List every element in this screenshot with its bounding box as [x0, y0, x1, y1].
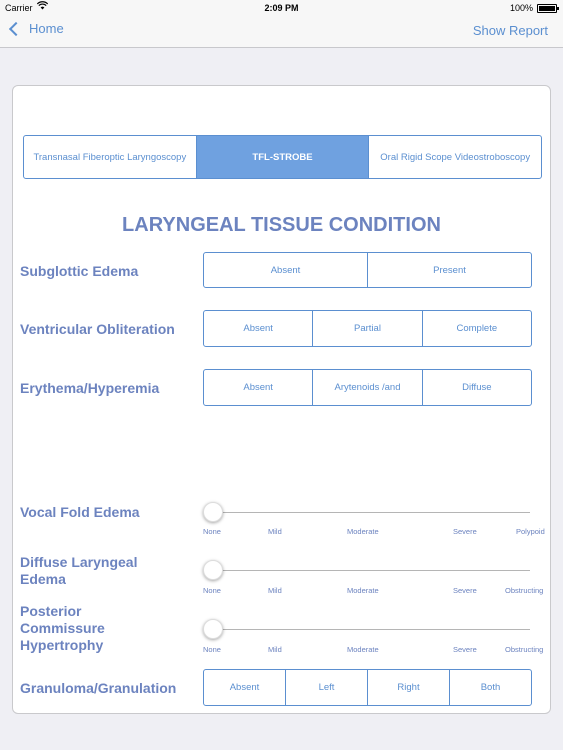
erythema-arytenoids-option[interactable]: Arytenoids /and	[312, 370, 421, 405]
label-line: Hypertrophy	[20, 637, 104, 653]
granuloma-both-option[interactable]: Both	[449, 670, 531, 705]
tick-label: Severe	[453, 645, 477, 654]
section-title: LARYNGEAL TISSUE CONDITION	[122, 214, 441, 236]
granuloma-control	[203, 669, 532, 706]
granuloma-left-option[interactable]: Left	[285, 670, 367, 705]
diffuse-laryngeal-edema-label	[20, 554, 137, 588]
clock: 2:09 PM	[264, 3, 299, 13]
tick-label: Mild	[268, 527, 282, 536]
ventricular-obliteration-label: Ventricular Obliteration	[20, 321, 175, 337]
tick-label: Severe	[453, 586, 477, 595]
slider-thumb[interactable]	[203, 502, 223, 522]
tick-label: Obstructing	[505, 586, 544, 595]
ventricular-obliteration-control	[203, 310, 532, 347]
home-back-button[interactable]	[8, 21, 64, 36]
tick-label: None	[203, 645, 221, 654]
erythema-label: Erythema/Hyperemia	[20, 380, 160, 396]
carrier-label: Carrier	[5, 3, 33, 13]
vocal-fold-edema-label: Vocal Fold Edema	[20, 504, 140, 520]
status-bar	[0, 0, 563, 15]
battery-icon	[537, 4, 557, 13]
tab-oral-rigid-scope[interactable]: Oral Rigid Scope Videostroboscopy	[368, 136, 541, 178]
granuloma-label: Granuloma/Granulation	[20, 680, 177, 696]
subglottic-edema-label: Subglottic Edema	[20, 263, 139, 279]
show-report-button[interactable]: Show Report	[472, 23, 548, 38]
tab-tfl-strobe[interactable]: TFL-STROBE	[196, 136, 369, 178]
tick-label: Moderate	[347, 645, 379, 654]
granuloma-absent-option[interactable]: Absent	[229, 682, 260, 693]
slider-track	[213, 570, 530, 571]
subglottic-edema-control	[203, 252, 532, 288]
slider-track	[213, 512, 530, 513]
vocal-fold-edema-slider[interactable]	[203, 502, 530, 522]
label-line: Edema	[20, 571, 66, 587]
label-line: Commissure	[20, 620, 105, 636]
diffuse-laryngeal-edema-slider[interactable]	[203, 560, 530, 580]
erythema-control	[203, 369, 532, 406]
tick-label: Polypoid	[516, 527, 545, 536]
vocal-fold-edema-ticks	[203, 527, 549, 537]
granuloma-right-option[interactable]: Right	[367, 670, 449, 705]
battery-percent: 100%	[509, 3, 533, 13]
ventricular-partial-option[interactable]: Partial	[312, 311, 421, 346]
label-line: Diffuse Laryngeal	[20, 554, 138, 570]
tick-label: Obstructing	[505, 645, 544, 654]
subglottic-absent-option[interactable]: Absent	[270, 264, 301, 276]
tab-transnasal-fiberoptic[interactable]: Transnasal Fiberoptic Laryngoscopy	[33, 151, 187, 163]
scope-type-segmented-control	[23, 135, 542, 179]
posterior-commissure-slider[interactable]	[203, 619, 530, 639]
tick-label: Mild	[268, 586, 282, 595]
erythema-diffuse-option[interactable]: Diffuse	[422, 370, 531, 405]
tick-label: None	[203, 586, 221, 595]
tick-label: Mild	[268, 645, 282, 654]
tick-label: None	[203, 527, 221, 536]
home-back-label: Home	[29, 21, 64, 36]
slider-thumb[interactable]	[203, 560, 223, 580]
tissue-condition-card	[12, 85, 551, 714]
label-line: Posterior	[20, 603, 82, 619]
ventricular-absent-option[interactable]: Absent	[243, 323, 273, 334]
posterior-commissure-ticks	[203, 645, 549, 655]
ventricular-complete-option[interactable]: Complete	[422, 311, 531, 346]
subglottic-present-option[interactable]: Present	[367, 253, 531, 287]
posterior-commissure-label	[20, 603, 105, 654]
tick-label: Severe	[453, 527, 477, 536]
slider-thumb[interactable]	[203, 619, 223, 639]
erythema-absent-option[interactable]: Absent	[243, 382, 273, 393]
tick-label: Moderate	[347, 586, 379, 595]
slider-track	[213, 629, 530, 630]
diffuse-laryngeal-edema-ticks	[203, 586, 549, 596]
tick-label: Moderate	[347, 527, 379, 536]
navigation-bar	[0, 15, 563, 48]
chevron-left-icon	[9, 21, 23, 35]
